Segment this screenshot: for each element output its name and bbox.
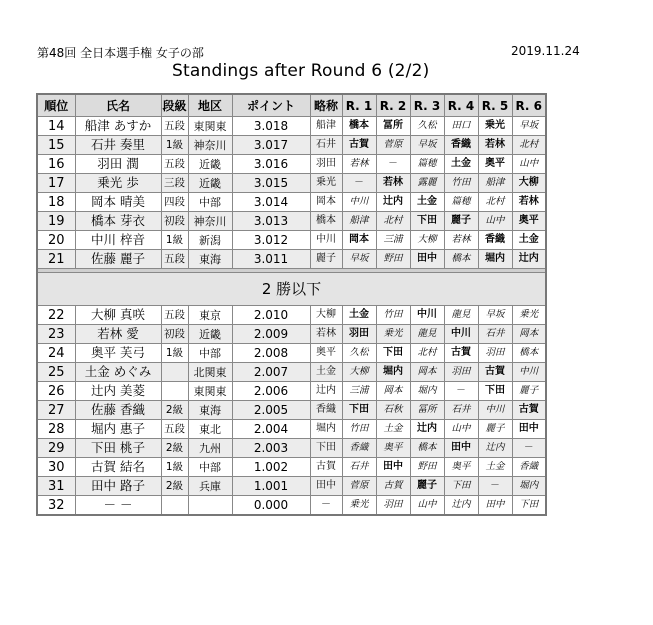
- round-result-cell: －: [512, 439, 546, 458]
- round-result-cell: 船津: [478, 174, 512, 193]
- section-header-row: [37, 273, 546, 306]
- round-result-cell: 大柳: [410, 231, 444, 250]
- abbr-cell: 中川: [310, 231, 342, 250]
- round-result-cell: 香織: [478, 231, 512, 250]
- round-result-cell: 早坂: [410, 136, 444, 155]
- round-result-cell: 乗光: [478, 117, 512, 136]
- round-result-cell: 石秋: [376, 401, 410, 420]
- round-result-cell: 土金: [342, 306, 376, 325]
- name-cell: 中川 梓音: [75, 231, 161, 250]
- column-header: ポイント: [232, 94, 310, 117]
- round-result-cell: 古賀: [444, 344, 478, 363]
- round-result-cell: －: [342, 174, 376, 193]
- grade-cell: [161, 382, 188, 401]
- name-cell: － －: [75, 496, 161, 516]
- player-row: [37, 212, 546, 231]
- rank-cell: 16: [37, 155, 75, 174]
- abbr-cell: 下田: [310, 439, 342, 458]
- region-cell: [188, 496, 232, 516]
- rank-cell: 31: [37, 477, 75, 496]
- player-row: [37, 325, 546, 344]
- round-result-cell: 古賀: [342, 136, 376, 155]
- round-result-cell: 辻内: [376, 193, 410, 212]
- points-cell: 3.011: [232, 250, 310, 269]
- round-result-cell: 岡本: [410, 363, 444, 382]
- player-row: [37, 306, 546, 325]
- name-cell: 佐藤 麗子: [75, 250, 161, 269]
- round-result-cell: 田中: [410, 250, 444, 269]
- abbr-cell: 石井: [310, 136, 342, 155]
- abbr-cell: 船津: [310, 117, 342, 136]
- abbr-cell: 土金: [310, 363, 342, 382]
- column-header: 略称: [310, 94, 342, 117]
- round-result-cell: 三浦: [376, 231, 410, 250]
- round-result-cell: 古賀: [512, 401, 546, 420]
- player-row: [37, 458, 546, 477]
- player-row: [37, 136, 546, 155]
- round-result-cell: 羽田: [342, 325, 376, 344]
- round-result-cell: 篇穂: [444, 193, 478, 212]
- round-result-cell: 早坂: [342, 250, 376, 269]
- round-result-cell: 堀内: [410, 382, 444, 401]
- abbr-cell: 古賀: [310, 458, 342, 477]
- name-cell: 田中 路子: [75, 477, 161, 496]
- round-result-cell: 露麗: [410, 174, 444, 193]
- round-result-cell: 辻内: [478, 439, 512, 458]
- grade-cell: 三段: [161, 174, 188, 193]
- grade-cell: 五段: [161, 420, 188, 439]
- round-result-cell: 山中: [512, 155, 546, 174]
- round-result-cell: 竹田: [376, 306, 410, 325]
- round-result-cell: 岡本: [342, 231, 376, 250]
- name-cell: 大柳 真咲: [75, 306, 161, 325]
- round-result-cell: 中川: [512, 363, 546, 382]
- points-cell: 2.010: [232, 306, 310, 325]
- round-result-cell: 橋本: [444, 250, 478, 269]
- round-result-cell: 奥平: [444, 458, 478, 477]
- name-cell: 乗光 歩: [75, 174, 161, 193]
- round-result-cell: 麗子: [410, 477, 444, 496]
- rank-cell: 22: [37, 306, 75, 325]
- round-result-cell: 岡本: [512, 325, 546, 344]
- name-cell: 奥平 芙弓: [75, 344, 161, 363]
- round-result-cell: 大柳: [512, 174, 546, 193]
- abbr-cell: 麗子: [310, 250, 342, 269]
- round-result-cell: 若林: [376, 174, 410, 193]
- grade-cell: 1級: [161, 344, 188, 363]
- points-cell: 3.017: [232, 136, 310, 155]
- round-result-cell: 乗光: [512, 306, 546, 325]
- points-cell: 3.014: [232, 193, 310, 212]
- points-cell: 1.002: [232, 458, 310, 477]
- region-cell: 神奈川: [188, 136, 232, 155]
- round-result-cell: 橋本: [410, 439, 444, 458]
- round-result-cell: 山中: [478, 212, 512, 231]
- grade-cell: 1級: [161, 458, 188, 477]
- abbr-cell: 香織: [310, 401, 342, 420]
- rank-cell: 14: [37, 117, 75, 136]
- round-result-cell: 冨所: [376, 117, 410, 136]
- abbr-cell: 橋本: [310, 212, 342, 231]
- player-row: [37, 420, 546, 439]
- region-cell: 東京: [188, 306, 232, 325]
- round-result-cell: 竹田: [444, 174, 478, 193]
- points-cell: 3.012: [232, 231, 310, 250]
- name-cell: 若林 愛: [75, 325, 161, 344]
- name-cell: 船津 あすか: [75, 117, 161, 136]
- round-result-cell: 北村: [376, 212, 410, 231]
- column-header: R. 1: [342, 94, 376, 117]
- points-cell: 3.018: [232, 117, 310, 136]
- abbr-cell: 辻内: [310, 382, 342, 401]
- name-cell: 橋本 芽衣: [75, 212, 161, 231]
- round-result-cell: 土金: [376, 420, 410, 439]
- round-result-cell: 香織: [342, 439, 376, 458]
- region-cell: 中部: [188, 344, 232, 363]
- grade-cell: 五段: [161, 117, 188, 136]
- column-header: R. 3: [410, 94, 444, 117]
- event-date: 2019.11.24: [511, 44, 580, 58]
- grade-cell: [161, 496, 188, 516]
- round-result-cell: 若林: [342, 155, 376, 174]
- round-result-cell: 竹田: [342, 420, 376, 439]
- round-result-cell: －: [376, 155, 410, 174]
- round-result-cell: 奥平: [512, 212, 546, 231]
- points-cell: 2.004: [232, 420, 310, 439]
- round-result-cell: 篇穂: [410, 155, 444, 174]
- round-result-cell: 船津: [342, 212, 376, 231]
- round-result-cell: 乗光: [342, 496, 376, 516]
- round-result-cell: 北村: [512, 136, 546, 155]
- round-result-cell: 土金: [444, 155, 478, 174]
- grade-cell: 五段: [161, 155, 188, 174]
- abbr-cell: －: [310, 496, 342, 516]
- round-result-cell: 辻内: [444, 496, 478, 516]
- round-result-cell: 下田: [512, 496, 546, 516]
- rank-cell: 32: [37, 496, 75, 516]
- round-result-cell: 田中: [444, 439, 478, 458]
- name-cell: 石井 奏里: [75, 136, 161, 155]
- round-result-cell: 若林: [444, 231, 478, 250]
- grade-cell: 五段: [161, 306, 188, 325]
- player-row: [37, 401, 546, 420]
- region-cell: 東北: [188, 420, 232, 439]
- player-row: [37, 193, 546, 212]
- points-cell: 2.009: [232, 325, 310, 344]
- round-result-cell: 菅原: [342, 477, 376, 496]
- event-title: 第48回 全日本選手権 女子の部: [37, 46, 204, 60]
- player-row: [37, 477, 546, 496]
- region-cell: 東関東: [188, 117, 232, 136]
- page-title: Standings after Round 6 (2/2): [172, 61, 430, 81]
- round-result-cell: 麗子: [444, 212, 478, 231]
- round-result-cell: 大柳: [342, 363, 376, 382]
- name-cell: 佐藤 香織: [75, 401, 161, 420]
- standings-table: [36, 93, 547, 516]
- round-result-cell: 石井: [342, 458, 376, 477]
- abbr-cell: 田中: [310, 477, 342, 496]
- rank-cell: 21: [37, 250, 75, 269]
- round-result-cell: 田中: [512, 420, 546, 439]
- rank-cell: 20: [37, 231, 75, 250]
- region-cell: 九州: [188, 439, 232, 458]
- round-result-cell: 北村: [410, 344, 444, 363]
- player-row: [37, 231, 546, 250]
- grade-cell: 四段: [161, 193, 188, 212]
- round-result-cell: 久松: [342, 344, 376, 363]
- round-result-cell: 香織: [512, 458, 546, 477]
- round-result-cell: 下田: [444, 477, 478, 496]
- region-cell: 中部: [188, 193, 232, 212]
- round-result-cell: 堀内: [376, 363, 410, 382]
- round-result-cell: 早坂: [478, 306, 512, 325]
- round-result-cell: 田中: [478, 496, 512, 516]
- abbr-cell: 若林: [310, 325, 342, 344]
- abbr-cell: 奥平: [310, 344, 342, 363]
- rank-cell: 18: [37, 193, 75, 212]
- round-result-cell: 堀内: [512, 477, 546, 496]
- round-result-cell: 中川: [444, 325, 478, 344]
- points-cell: 0.000: [232, 496, 310, 516]
- rank-cell: 30: [37, 458, 75, 477]
- column-header: R. 6: [512, 94, 546, 117]
- region-cell: 東海: [188, 250, 232, 269]
- points-cell: 3.016: [232, 155, 310, 174]
- round-result-cell: 田口: [444, 117, 478, 136]
- rank-cell: 24: [37, 344, 75, 363]
- rank-cell: 27: [37, 401, 75, 420]
- round-result-cell: 龍見: [410, 325, 444, 344]
- player-row: [37, 250, 546, 269]
- round-result-cell: 土金: [512, 231, 546, 250]
- section-label: 2 勝以下: [37, 273, 546, 306]
- column-header: R. 2: [376, 94, 410, 117]
- round-result-cell: 菅原: [376, 136, 410, 155]
- column-header: R. 5: [478, 94, 512, 117]
- round-result-cell: 橋本: [512, 344, 546, 363]
- round-result-cell: 古賀: [376, 477, 410, 496]
- player-row: [37, 363, 546, 382]
- points-cell: 2.006: [232, 382, 310, 401]
- region-cell: 近畿: [188, 155, 232, 174]
- points-cell: 1.001: [232, 477, 310, 496]
- round-result-cell: 下田: [376, 344, 410, 363]
- player-row: [37, 155, 546, 174]
- round-result-cell: 若林: [512, 193, 546, 212]
- points-cell: 2.005: [232, 401, 310, 420]
- region-cell: 兵庫: [188, 477, 232, 496]
- round-result-cell: 辻内: [512, 250, 546, 269]
- abbr-cell: 大柳: [310, 306, 342, 325]
- round-result-cell: 石井: [444, 401, 478, 420]
- region-cell: 近畿: [188, 325, 232, 344]
- player-row: [37, 382, 546, 401]
- abbr-cell: 乗光: [310, 174, 342, 193]
- rank-cell: 17: [37, 174, 75, 193]
- round-result-cell: 奥平: [478, 155, 512, 174]
- rank-cell: 23: [37, 325, 75, 344]
- abbr-cell: 羽田: [310, 155, 342, 174]
- player-row: [37, 344, 546, 363]
- round-result-cell: 石井: [478, 325, 512, 344]
- abbr-cell: 堀内: [310, 420, 342, 439]
- round-result-cell: 下田: [410, 212, 444, 231]
- column-header: 順位: [37, 94, 75, 117]
- grade-cell: 2級: [161, 477, 188, 496]
- name-cell: 岡本 晴美: [75, 193, 161, 212]
- round-result-cell: －: [444, 382, 478, 401]
- rank-cell: 15: [37, 136, 75, 155]
- rank-cell: 26: [37, 382, 75, 401]
- round-result-cell: 堀内: [478, 250, 512, 269]
- rank-cell: 19: [37, 212, 75, 231]
- round-result-cell: 羽田: [376, 496, 410, 516]
- round-result-cell: 橋本: [342, 117, 376, 136]
- points-cell: 2.008: [232, 344, 310, 363]
- grade-cell: 2級: [161, 401, 188, 420]
- round-result-cell: 土金: [478, 458, 512, 477]
- abbr-cell: 岡本: [310, 193, 342, 212]
- round-result-cell: 下田: [342, 401, 376, 420]
- round-result-cell: 奥平: [376, 439, 410, 458]
- points-cell: 3.015: [232, 174, 310, 193]
- grade-cell: 1級: [161, 136, 188, 155]
- rank-cell: 28: [37, 420, 75, 439]
- grade-cell: 初段: [161, 325, 188, 344]
- round-result-cell: 古賀: [478, 363, 512, 382]
- round-result-cell: 北村: [478, 193, 512, 212]
- name-cell: 土金 めぐみ: [75, 363, 161, 382]
- region-cell: 新潟: [188, 231, 232, 250]
- grade-cell: 1級: [161, 231, 188, 250]
- region-cell: 神奈川: [188, 212, 232, 231]
- grade-cell: 初段: [161, 212, 188, 231]
- round-result-cell: 下田: [478, 382, 512, 401]
- player-row: [37, 496, 546, 516]
- region-cell: 北関東: [188, 363, 232, 382]
- round-result-cell: 三浦: [342, 382, 376, 401]
- header-row: [37, 94, 546, 117]
- round-result-cell: 野田: [410, 458, 444, 477]
- name-cell: 羽田 潤: [75, 155, 161, 174]
- region-cell: 中部: [188, 458, 232, 477]
- round-result-cell: 中川: [342, 193, 376, 212]
- grade-cell: [161, 363, 188, 382]
- column-header: 氏名: [75, 94, 161, 117]
- round-result-cell: 若林: [478, 136, 512, 155]
- round-result-cell: 田中: [376, 458, 410, 477]
- player-row: [37, 117, 546, 136]
- round-result-cell: 麗子: [512, 382, 546, 401]
- player-row: [37, 174, 546, 193]
- round-result-cell: 羽田: [478, 344, 512, 363]
- points-cell: 2.007: [232, 363, 310, 382]
- round-result-cell: 龍見: [444, 306, 478, 325]
- column-header: R. 4: [444, 94, 478, 117]
- round-result-cell: 辻内: [410, 420, 444, 439]
- round-result-cell: 早坂: [512, 117, 546, 136]
- round-result-cell: 土金: [410, 193, 444, 212]
- round-result-cell: 野田: [376, 250, 410, 269]
- region-cell: 東海: [188, 401, 232, 420]
- rank-cell: 29: [37, 439, 75, 458]
- round-result-cell: 冨所: [410, 401, 444, 420]
- round-result-cell: 中川: [478, 401, 512, 420]
- column-header: 地区: [188, 94, 232, 117]
- name-cell: 下田 桃子: [75, 439, 161, 458]
- region-cell: 近畿: [188, 174, 232, 193]
- grade-cell: 五段: [161, 250, 188, 269]
- round-result-cell: 岡本: [376, 382, 410, 401]
- points-cell: 3.013: [232, 212, 310, 231]
- round-result-cell: 久松: [410, 117, 444, 136]
- round-result-cell: －: [478, 477, 512, 496]
- rank-cell: 25: [37, 363, 75, 382]
- round-result-cell: 中川: [410, 306, 444, 325]
- grade-cell: 2級: [161, 439, 188, 458]
- name-cell: 堀内 惠子: [75, 420, 161, 439]
- round-result-cell: 羽田: [444, 363, 478, 382]
- points-cell: 2.003: [232, 439, 310, 458]
- round-result-cell: 山中: [410, 496, 444, 516]
- region-cell: 東関東: [188, 382, 232, 401]
- column-header: 段級: [161, 94, 188, 117]
- round-result-cell: 乗光: [376, 325, 410, 344]
- player-row: [37, 439, 546, 458]
- round-result-cell: 麗子: [478, 420, 512, 439]
- round-result-cell: 香織: [444, 136, 478, 155]
- round-result-cell: 山中: [444, 420, 478, 439]
- name-cell: 辻内 美菱: [75, 382, 161, 401]
- name-cell: 古賀 結名: [75, 458, 161, 477]
